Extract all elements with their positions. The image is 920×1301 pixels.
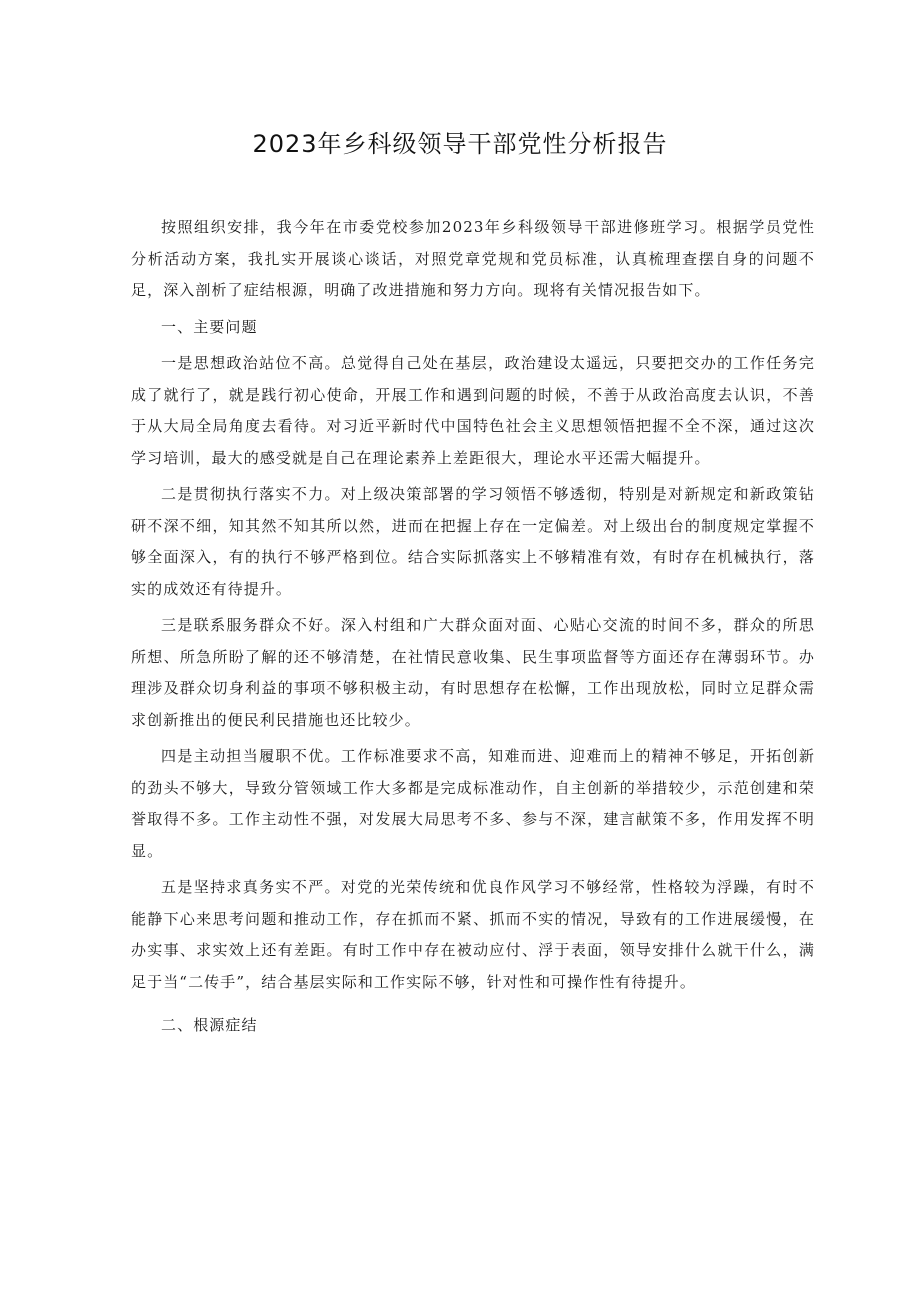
section-heading-main-problems: 一、主要问题 <box>161 317 258 336</box>
problem-paragraph-3: 三是联系服务群众不好。深入村组和广大群众面对面、心贴心交流的时间不多，群众的所思所想、所急所盼了解的还不够清楚，在社情民意收集、民生事项监督等方面还存在薄弱环节。办理涉及群众切身利益的事项不够积极主动，有时思想存在松懈，工作出现放松，同时立足群众需求创新推出的便民利民措施也还比较少。 <box>131 616 815 729</box>
problem-paragraph-2: 二是贯彻执行落实不力。对上级决策部署的学习领悟不够透彻，特别是对新规定和新政策钻研不深不细，知其然不知其所以然，进而在把握上存在一定偏差。对上级出台的制度规定掌握不够全面深入，有的执行不够严格到位。结合实际抓落实上不够精准有效，有时存在机械执行，落实的成效还有待提升。 <box>131 485 815 598</box>
problem-paragraph-4: 四是主动担当履职不优。工作标准要求不高，知难而进、迎难而上的精神不够足，开拓创新的劲头不够大，导致分管领域工作大多都是完成标准动作，自主创新的举措较少，示范创建和荣誉取得不多。工作主动性不强，对发展大局思考不多、参与不深，建言献策不多，作用发挥不明显。 <box>131 747 815 860</box>
document-title: 2023年乡科级领导干部党性分析报告 <box>252 130 668 158</box>
problem-paragraph-5: 五是坚持求真务实不严。对党的光荣传统和优良作风学习不够经常，性格较为浮躁，有时不能静下心来思考问题和推动工作，存在抓而不紧、抓而不实的情况，导致有的工作进展缓慢，在办实事、求实效上还有差距。有时工作中存在被动应付、浮于表面，领导安排什么就干什么，满足于当“二传手”，结合基层实际和工作实际不够，针对性和可操作性有待提升。 <box>131 878 815 991</box>
problem-paragraph-1: 一是思想政治站位不高。总觉得自己处在基层，政治建设太遥远，只要把交办的工作任务完成了就行了，就是践行初心使命，开展工作和遇到问题的时候，不善于从政治高度去认识，不善于从大局全局角度去看待。对习近平新时代中国特色社会主义思想领悟把握不全不深，通过这次学习培训，最大的感受就是自己在理论素养上差距很大，理论水平还需大幅提升。 <box>131 354 815 467</box>
document-body <box>131 212 815 1047</box>
intro-paragraph: 按照组织安排，我今年在市委党校参加2023年乡科级领导干部进修班学习。根据学员党性分析活动方案，我扎实开展谈心谈话，对照党章党规和党员标准，认真梳理查摆自身的问题不足，深入剖析了症结根源，明确了改进措施和努力方向。现将有关情况报告如下。 <box>131 218 815 299</box>
section-heading-root-causes: 二、根源症结 <box>161 1016 258 1034</box>
